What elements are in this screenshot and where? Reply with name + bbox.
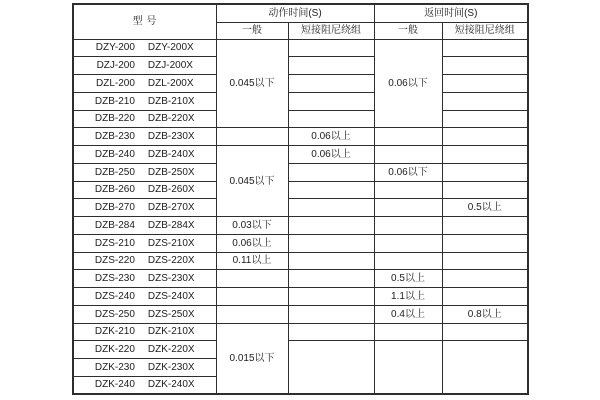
- model-label: DZK-230X: [147, 361, 195, 373]
- table-row: [73, 146, 528, 164]
- table-row: [73, 181, 528, 199]
- value-cell: [288, 181, 374, 199]
- model-cell: [73, 199, 216, 217]
- value-cell: 0.015以下: [216, 323, 288, 394]
- model-label: DZS-210: [94, 237, 135, 249]
- header-return-time: 返回时间(S): [374, 4, 528, 22]
- model-cell: [73, 376, 216, 394]
- header-return-general: 一般: [374, 22, 442, 39]
- model-label: DZB-240: [94, 148, 135, 160]
- model-label: DZS-230: [94, 273, 135, 285]
- table-row: [73, 305, 528, 323]
- value-cell: [374, 234, 442, 252]
- model-label: DZS-250X: [147, 308, 195, 320]
- model-label: DZS-210X: [147, 237, 195, 249]
- value-cell: 0.11以上: [216, 252, 288, 270]
- model-label: DZB-220X: [147, 113, 195, 125]
- model-label: DZJ-200: [96, 60, 135, 72]
- model-label: DZB-240X: [147, 148, 195, 160]
- model-label: DZY-200X: [147, 42, 194, 54]
- value-cell: 0.045以下: [216, 39, 288, 128]
- value-cell: 0.06以下: [374, 39, 442, 128]
- model-label: DZS-220X: [147, 255, 195, 267]
- model-cell: [73, 359, 216, 377]
- value-cell: [442, 270, 528, 288]
- table-row: [73, 217, 528, 235]
- value-cell: [442, 341, 528, 394]
- model-label: DZK-240: [94, 379, 135, 391]
- model-cell: [73, 288, 216, 306]
- value-cell: [442, 75, 528, 93]
- value-cell: [442, 181, 528, 199]
- model-label: DZK-210: [94, 326, 135, 338]
- model-label: DZB-230: [94, 131, 135, 143]
- table-row: [73, 128, 528, 146]
- value-cell: [288, 217, 374, 235]
- model-label: DZB-260X: [147, 184, 195, 196]
- model-label: DZB-270: [94, 202, 135, 214]
- model-label: DZK-220X: [147, 344, 195, 356]
- model-cell: [73, 217, 216, 235]
- table-row: [73, 252, 528, 270]
- model-label: DZS-240X: [147, 290, 195, 302]
- value-cell: 0.06以上: [288, 146, 374, 164]
- value-cell: 0.5以上: [442, 199, 528, 217]
- table-row: [73, 39, 528, 57]
- model-label: DZK-220: [94, 344, 135, 356]
- value-cell: 0.06以上: [288, 128, 374, 146]
- value-cell: [442, 163, 528, 181]
- value-cell: [442, 39, 528, 57]
- model-label: DZB-210: [94, 95, 135, 107]
- value-cell: [374, 252, 442, 270]
- model-cell: [73, 146, 216, 164]
- value-cell: [288, 110, 374, 128]
- value-cell: [216, 270, 288, 288]
- model-cell: [73, 163, 216, 181]
- value-cell: [288, 163, 374, 181]
- value-cell: [288, 234, 374, 252]
- value-cell: [442, 57, 528, 75]
- table-row: [73, 75, 528, 93]
- value-cell: 0.8以上: [442, 305, 528, 323]
- value-cell: [288, 341, 374, 394]
- model-label: DZB-250: [94, 166, 135, 178]
- value-cell: 0.06以下: [374, 163, 442, 181]
- model-label: DZS-250: [94, 308, 135, 320]
- model-cell: [73, 270, 216, 288]
- model-label: DZB-270X: [147, 202, 195, 214]
- model-label: DZB-260: [94, 184, 135, 196]
- header-row-1: [73, 4, 528, 22]
- model-cell: [73, 110, 216, 128]
- value-cell: [374, 128, 442, 146]
- model-label: DZK-210X: [147, 326, 195, 338]
- model-cell: [73, 128, 216, 146]
- value-cell: [442, 110, 528, 128]
- model-label: DZL-200X: [147, 77, 194, 89]
- table-row: [73, 270, 528, 288]
- model-cell: [73, 75, 216, 93]
- model-label: DZK-230: [94, 361, 135, 373]
- table-row: [73, 341, 528, 359]
- model-cell: [73, 57, 216, 75]
- table-row: [73, 110, 528, 128]
- table-row: [73, 199, 528, 217]
- value-cell: 0.4以上: [374, 305, 442, 323]
- value-cell: [288, 39, 374, 57]
- header-action-time: 动作时间(S): [216, 4, 374, 22]
- value-cell: [288, 252, 374, 270]
- value-cell: [442, 252, 528, 270]
- model-label: DZB-284X: [147, 219, 195, 231]
- model-cell: [73, 234, 216, 252]
- value-cell: 0.5以上: [374, 270, 442, 288]
- header-action-general: 一般: [216, 22, 288, 39]
- model-label: DZS-240: [94, 290, 135, 302]
- value-cell: 1.1以上: [374, 288, 442, 306]
- model-label: DZB-210X: [147, 95, 195, 107]
- model-label: DZK-240X: [147, 379, 195, 391]
- value-cell: [288, 57, 374, 75]
- value-cell: 0.03以下: [216, 217, 288, 235]
- value-cell: [442, 217, 528, 235]
- value-cell: [442, 288, 528, 306]
- table-row: [73, 323, 528, 341]
- value-cell: [288, 92, 374, 110]
- value-cell: [288, 75, 374, 93]
- value-cell: [442, 323, 528, 341]
- header-model: 型 号: [73, 4, 216, 39]
- model-label: DZL-200: [96, 77, 135, 89]
- model-cell: [73, 252, 216, 270]
- spec-table: [72, 3, 529, 395]
- table-row: [73, 163, 528, 181]
- model-label: DZS-220: [94, 255, 135, 267]
- table-row: [73, 234, 528, 252]
- model-label: DZS-230X: [147, 273, 195, 285]
- value-cell: [374, 181, 442, 199]
- table-row: [73, 92, 528, 110]
- value-cell: [288, 323, 374, 341]
- header-return-damping: 短接阻尼绕组: [442, 22, 528, 39]
- value-cell: 0.045以下: [216, 146, 288, 217]
- value-cell: [442, 234, 528, 252]
- value-cell: [374, 323, 442, 341]
- value-cell: [442, 146, 528, 164]
- value-cell: [288, 288, 374, 306]
- model-cell: [73, 341, 216, 359]
- table-row: [73, 57, 528, 75]
- model-label: DZB-250X: [147, 166, 195, 178]
- value-cell: [216, 288, 288, 306]
- model-label: DZY-200: [95, 42, 135, 54]
- value-cell: [374, 341, 442, 394]
- model-cell: [73, 323, 216, 341]
- value-cell: [442, 128, 528, 146]
- model-cell: [73, 181, 216, 199]
- model-cell: [73, 39, 216, 57]
- model-label: DZB-220: [94, 113, 135, 125]
- value-cell: [216, 128, 288, 146]
- value-cell: 0.06以上: [216, 234, 288, 252]
- value-cell: [374, 199, 442, 217]
- value-cell: [216, 305, 288, 323]
- model-label: DZB-284: [94, 219, 135, 231]
- model-label: DZJ-200X: [147, 60, 193, 72]
- value-cell: [288, 199, 374, 217]
- table-row: [73, 288, 528, 306]
- header-action-damping: 短接阻尼绕组: [288, 22, 374, 39]
- model-cell: [73, 92, 216, 110]
- value-cell: [288, 270, 374, 288]
- value-cell: [374, 217, 442, 235]
- value-cell: [374, 146, 442, 164]
- value-cell: [442, 92, 528, 110]
- model-label: DZB-230X: [147, 131, 195, 143]
- model-cell: [73, 305, 216, 323]
- value-cell: [288, 305, 374, 323]
